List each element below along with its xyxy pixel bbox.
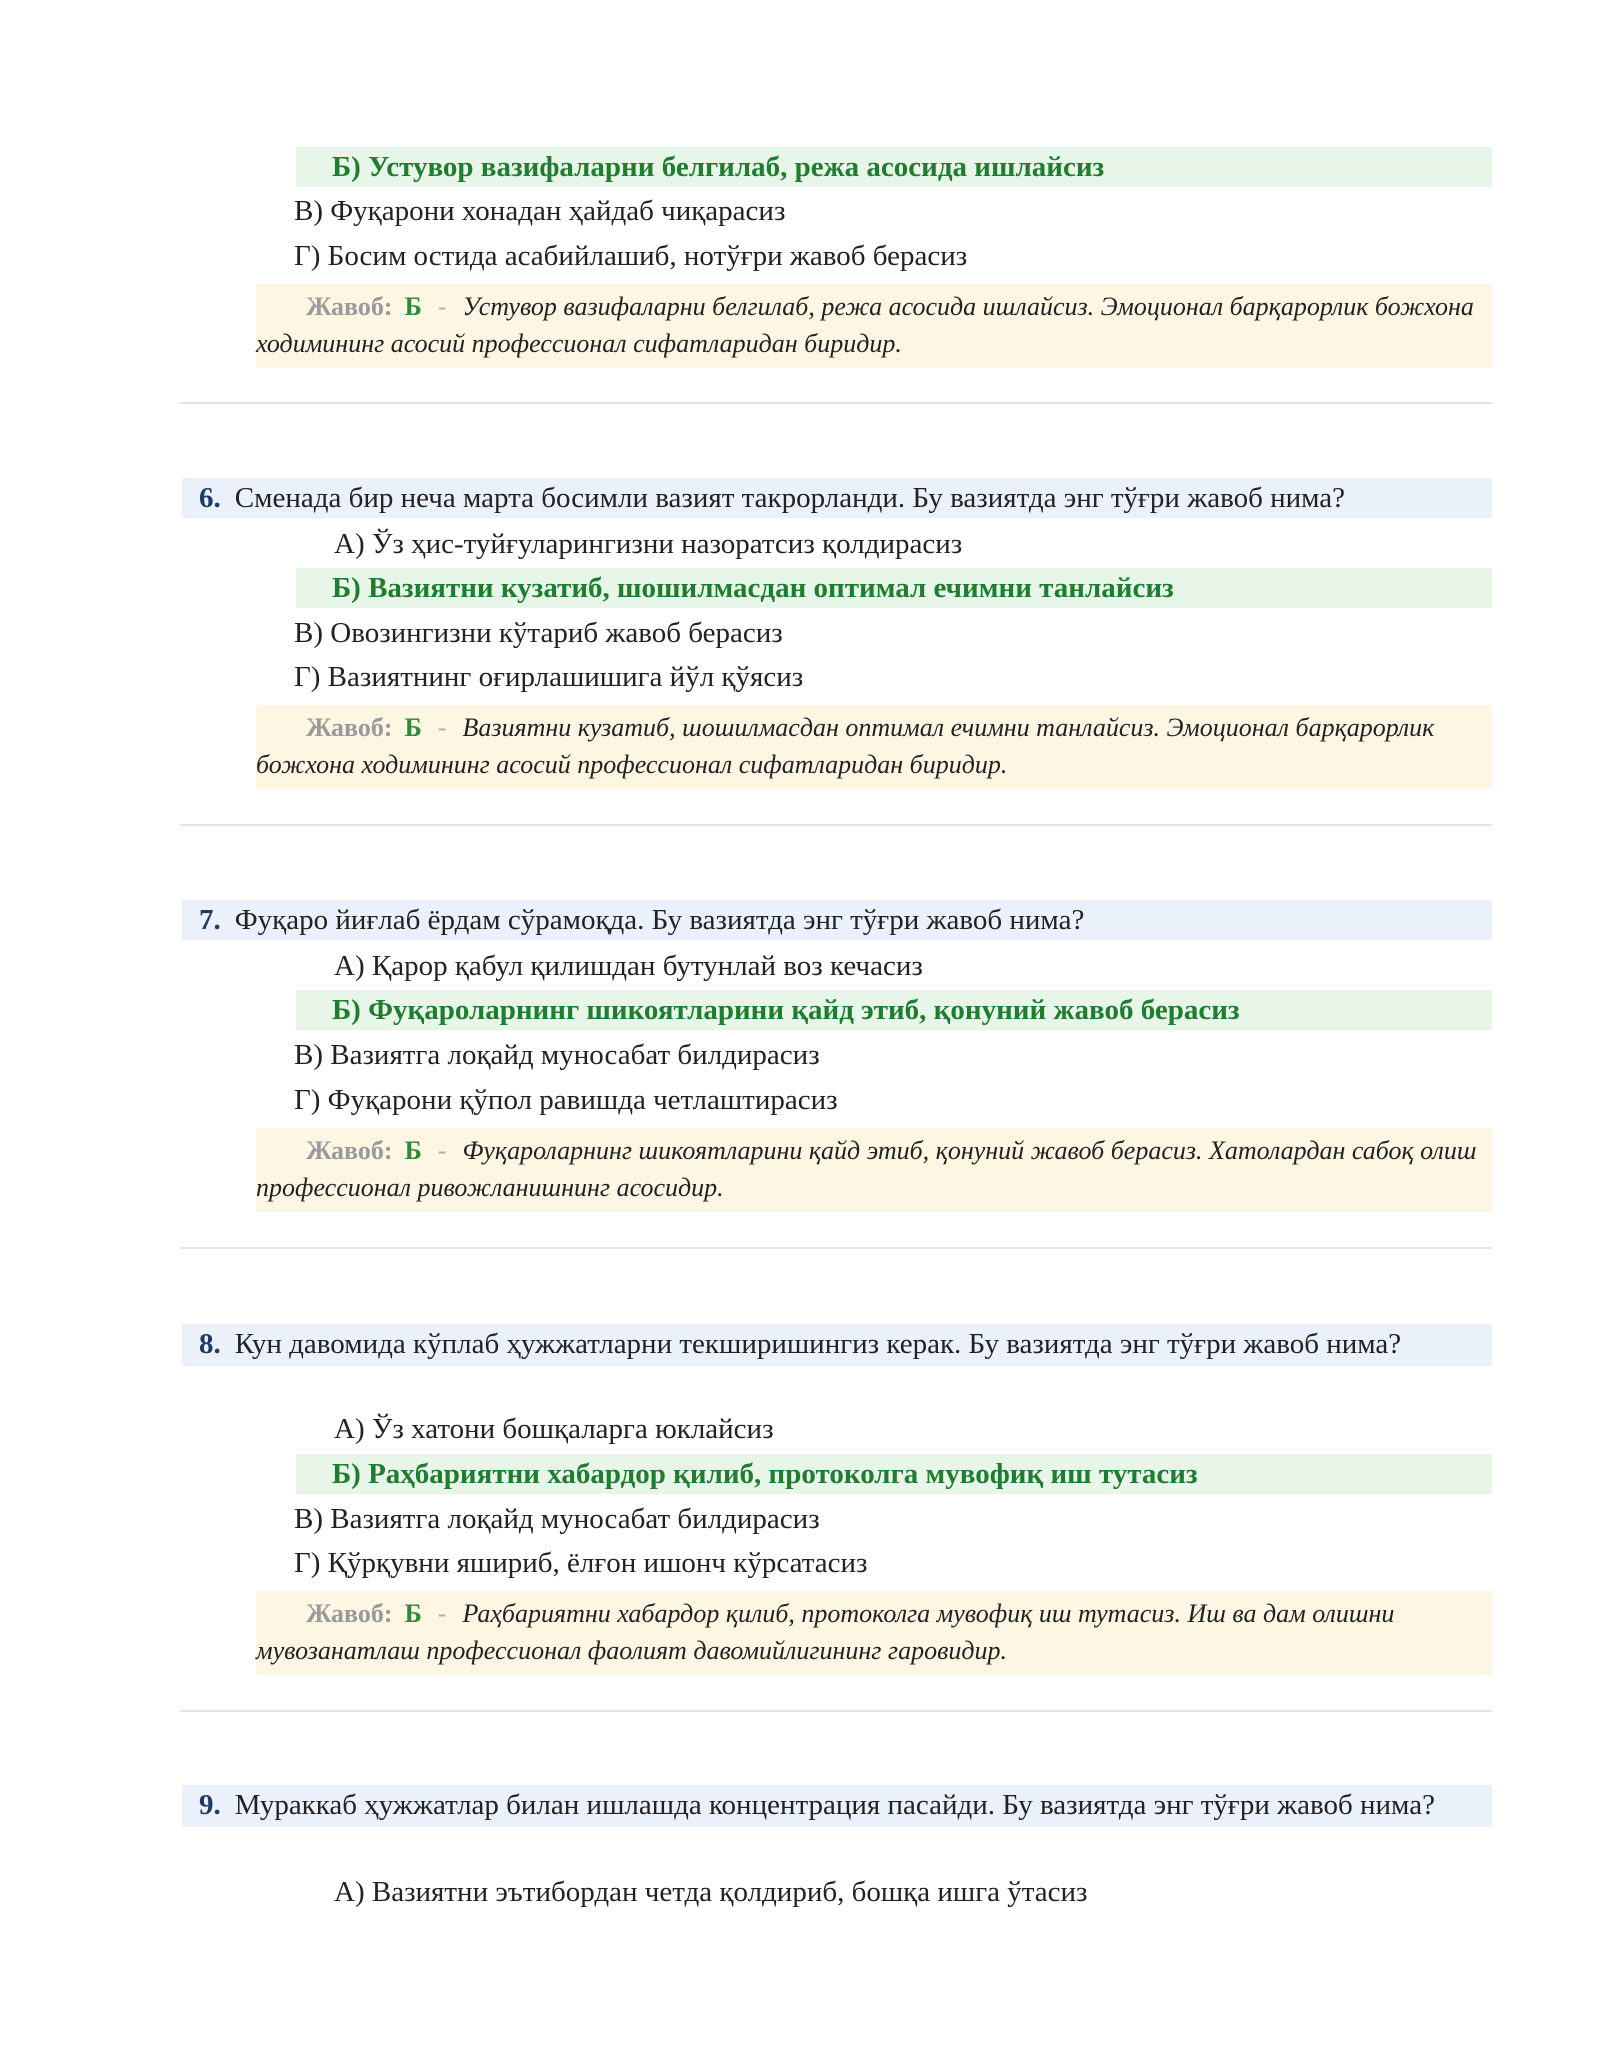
question-text: Кун давомида кўплаб ҳужжатларни текширишингиз керак. Бу вазиятда энг тўғри жавоб нима? — [234, 1328, 1402, 1360]
question-text: Мураккаб ҳужжатлар билан ишлашда концентрация пасайди. Бу вазиятда энг тўғри жавоб нима? — [234, 1789, 1435, 1821]
question-number: 9. — [199, 1789, 221, 1821]
option: А) Қарор қабул қилишдан бутунлай воз кечасиз — [334, 950, 923, 982]
answer-text: Фуқароларнинг шикоятларини қайд этиб, қонуний жавоб берасиз. Хатолардан сабоқ олиш профессионал ривожланишнинг асосидир. — [256, 1136, 1477, 1202]
divider — [180, 824, 1492, 826]
answer-label: Жавоб: — [306, 292, 393, 321]
answer-letter: Б — [404, 1599, 422, 1628]
question-number: 6. — [199, 482, 221, 514]
option-correct: Б) Вазиятни кузатиб, шошилмасдан оптимал ечимни танлайсиз — [296, 568, 1492, 608]
option-correct: Б) Устувор вазифаларни белгилаб, режа асосида ишлайсиз — [296, 147, 1492, 187]
answer-dash: - — [437, 292, 447, 321]
option: В) Вазиятга лоқайд муносабат билдирасиз — [294, 1503, 820, 1535]
option: Г) Босим остида асабийлашиб, нотўғри жавоб берасиз — [294, 240, 968, 272]
answer-box — [256, 1591, 1492, 1675]
option: В) Вазиятга лоқайд муносабат билдирасиз — [294, 1039, 820, 1071]
question-text: Сменада бир неча марта босимли вазият такрорланди. Бу вазиятда энг тўғри жавоб нима? — [234, 482, 1346, 514]
option: В) Фуқарони хонадан ҳайдаб чиқарасиз — [294, 195, 786, 227]
question-text: Фуқаро йиғлаб ёрдам сўрамоқда. Бу вазиятда энг тўғри жавоб нима? — [234, 904, 1085, 936]
answer-dash: - — [437, 713, 447, 742]
divider — [180, 1710, 1492, 1712]
question-6 — [182, 478, 1492, 518]
answer-dash: - — [437, 1599, 447, 1628]
option-correct: Б) Раҳбариятни хабардор қилиб, протоколга мувофиқ иш тутасиз — [296, 1454, 1492, 1494]
answer-label: Жавоб: — [306, 713, 393, 742]
answer-letter: Б — [404, 1136, 422, 1165]
answer-box — [256, 284, 1492, 368]
answer-dash: - — [437, 1136, 447, 1165]
answer-box — [256, 705, 1492, 789]
question-number: 8. — [199, 1328, 221, 1360]
answer-label: Жавоб: — [306, 1136, 393, 1165]
question-8 — [182, 1324, 1492, 1366]
option: Г) Вазиятнинг оғирлашишига йўл қўясиз — [294, 661, 804, 693]
question-number: 7. — [199, 904, 221, 936]
option: А) Вазиятни эътибордан четда қолдириб, бошқа ишга ўтасиз — [334, 1876, 1088, 1908]
option-correct: Б) Фуқароларнинг шикоятларини қайд этиб, қонуний жавоб берасиз — [296, 990, 1492, 1030]
answer-label: Жавоб: — [306, 1599, 393, 1628]
question-9 — [182, 1785, 1492, 1827]
divider — [180, 1247, 1492, 1249]
option: А) Ўз хатони бошқаларга юклайсиз — [334, 1413, 774, 1445]
answer-letter: Б — [404, 292, 422, 321]
answer-text: Раҳбариятни хабардор қилиб, протоколга мувофиқ иш тутасиз. Иш ва дам олишни мувозанатлаш профессионал фаолият давомийлигининг гаровидир. — [256, 1599, 1395, 1665]
option: В) Овозингизни кўтариб жавоб берасиз — [294, 617, 783, 649]
option: Г) Фуқарони қўпол равишда четлаштирасиз — [294, 1084, 838, 1116]
question-7 — [182, 900, 1492, 940]
answer-letter: Б — [404, 713, 422, 742]
option: А) Ўз ҳис-туйғуларингизни назоратсиз қолдирасиз — [334, 528, 963, 560]
answer-box — [256, 1128, 1492, 1212]
divider — [180, 402, 1492, 404]
answer-text: Вазиятни кузатиб, шошилмасдан оптимал ечимни танлайсиз. Эмоционал барқарорлик божхона ходимининг асосий профессионал сифатларидан биридир. — [256, 713, 1435, 779]
answer-text: Устувор вазифаларни белгилаб, режа асосида ишлайсиз. Эмоционал барқарорлик божхона ходимининг асосий профессионал сифатларидан биридир. — [256, 292, 1474, 358]
option: Г) Қўрқувни яшириб, ёлғон ишонч кўрсатасиз — [294, 1547, 868, 1579]
